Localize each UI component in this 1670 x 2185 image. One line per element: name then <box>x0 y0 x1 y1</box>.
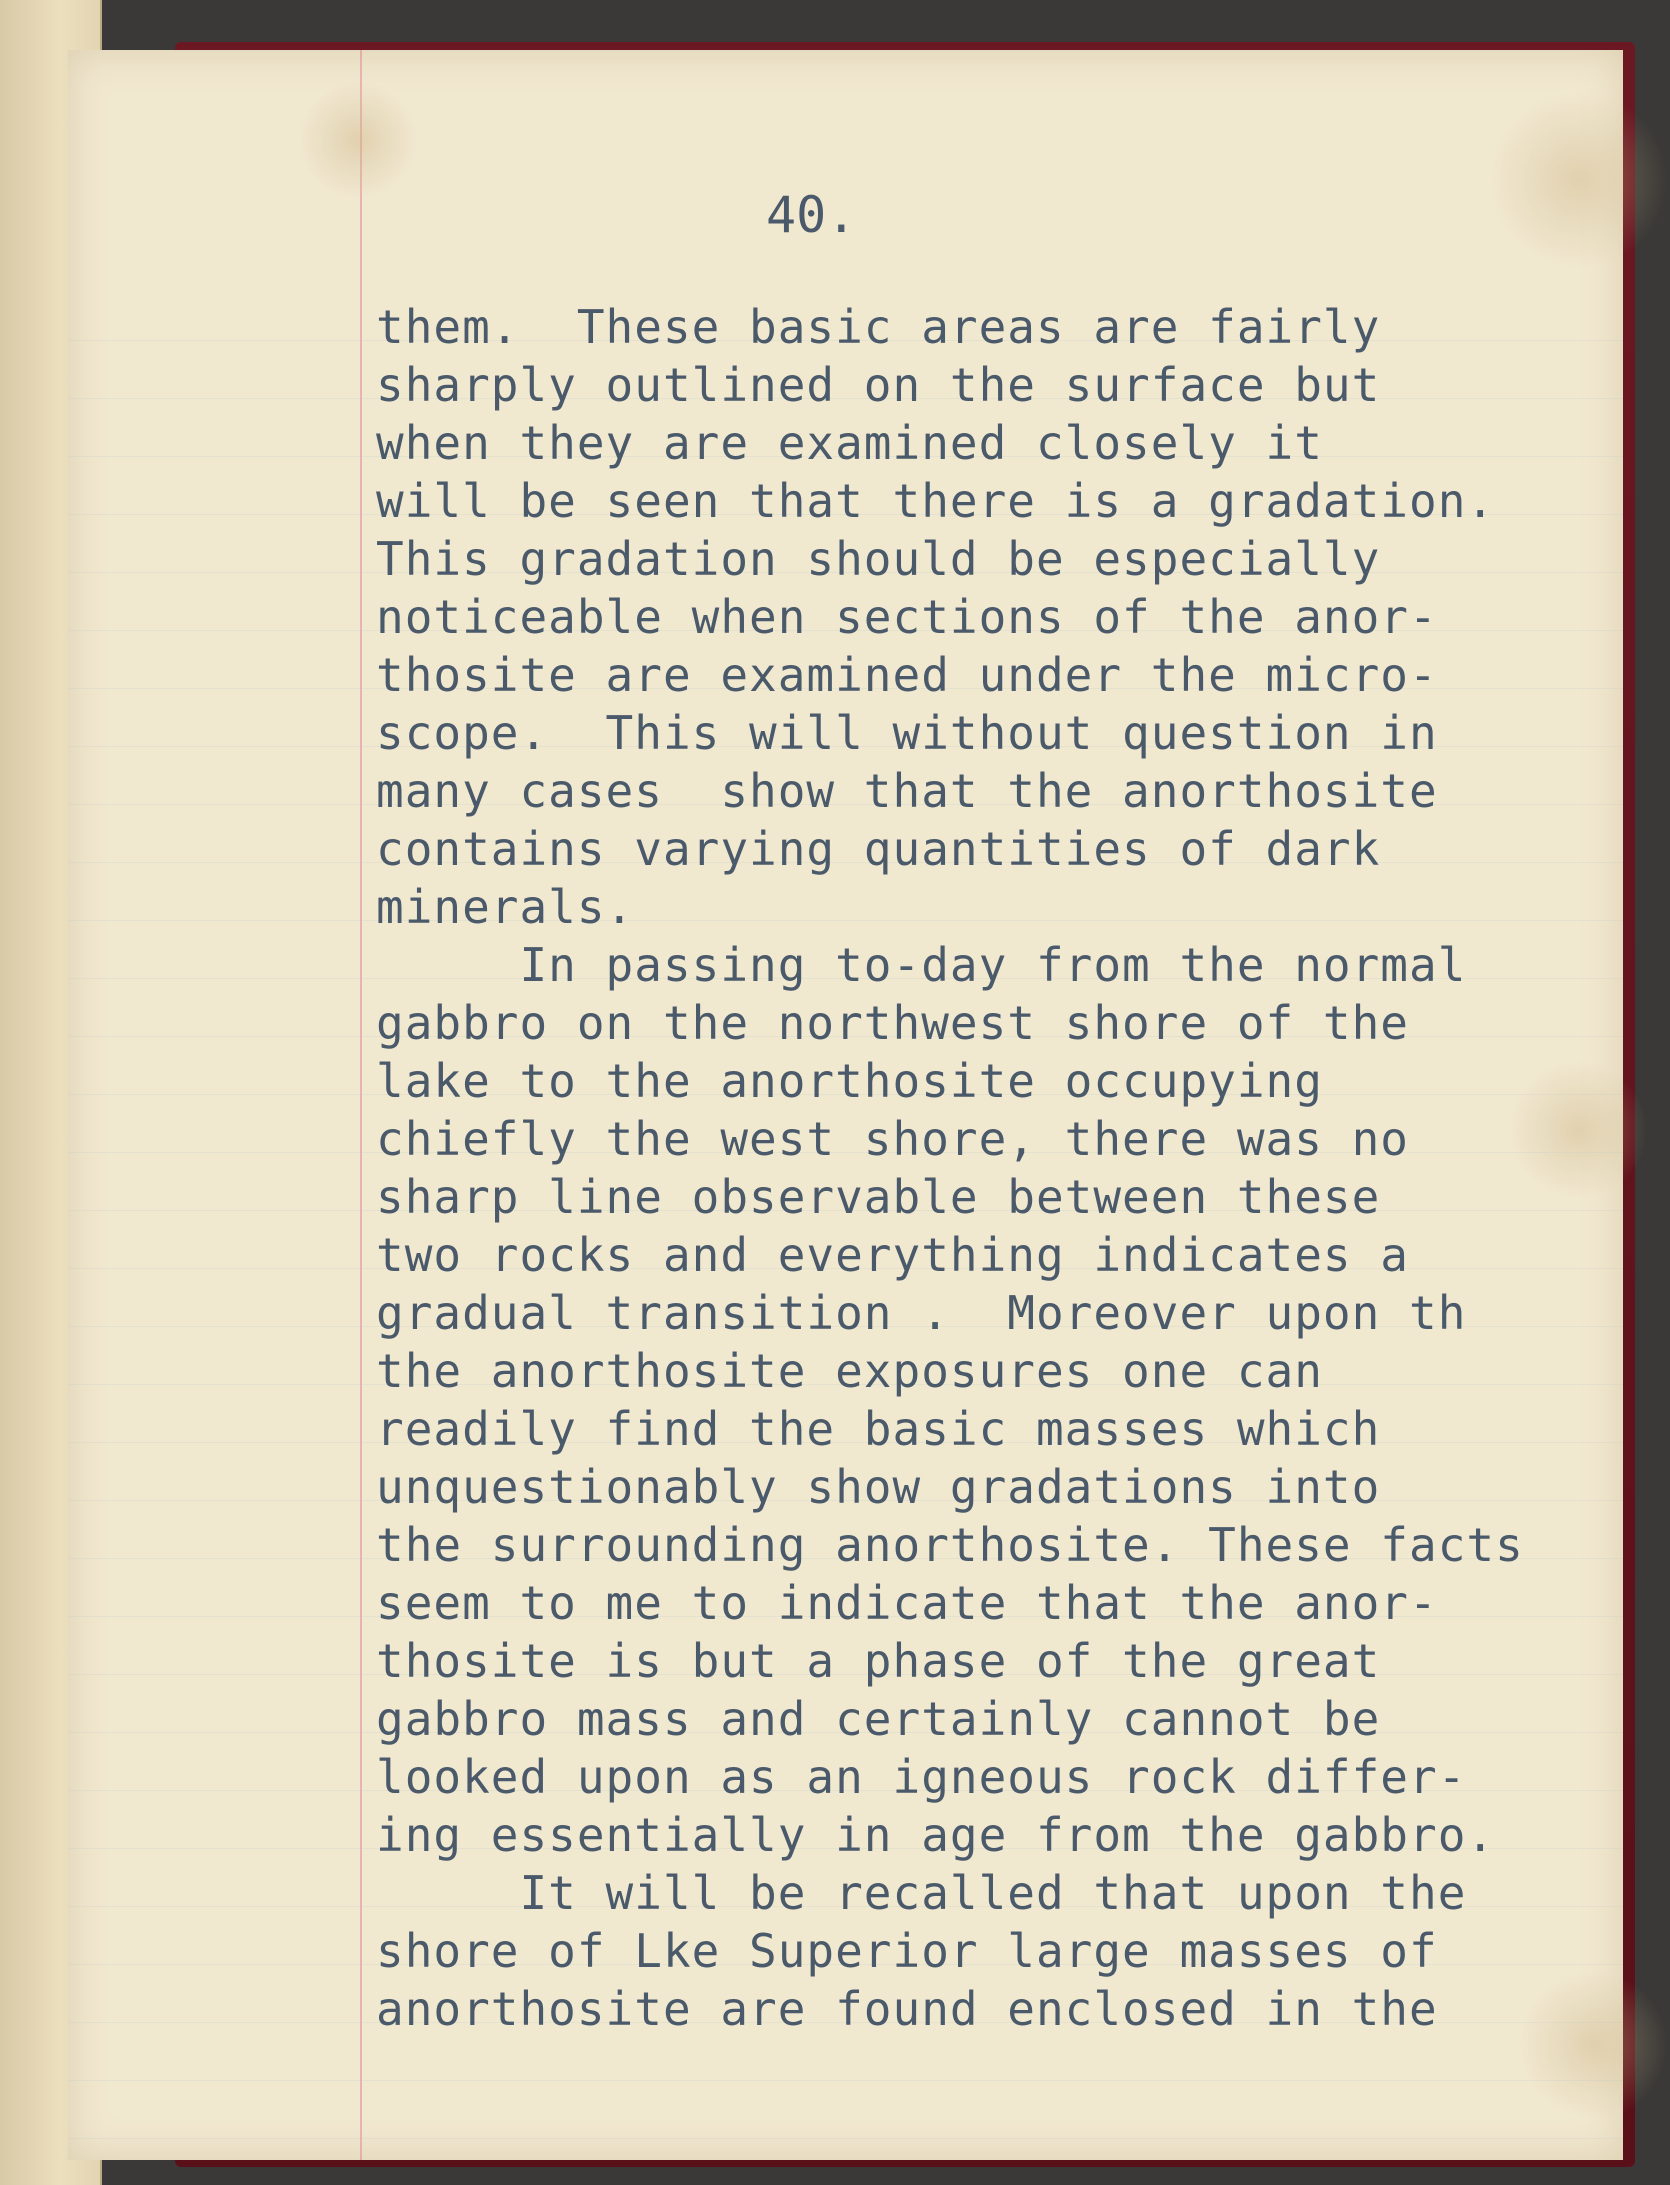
paper-stain <box>1488 90 1668 270</box>
text-line: thosite is but a phase of the great <box>376 1634 1381 1688</box>
paper-stain <box>1508 1060 1648 1200</box>
text-line: readily find the basic masses which <box>376 1402 1381 1456</box>
text-line: many cases show that the anorthosite <box>376 764 1438 818</box>
text-line: sharp line observable between these <box>376 1170 1381 1224</box>
text-line: ing essentially in age from the gabbro. <box>376 1808 1496 1862</box>
margin-rule <box>360 50 362 2160</box>
text-line: contains varying quantities of dark <box>376 822 1381 876</box>
text-line: It will be recalled that upon the <box>376 1866 1467 1920</box>
text-line: when they are examined closely it <box>376 416 1323 470</box>
text-line: gradual transition . Moreover upon th <box>376 1286 1467 1340</box>
ruled-line <box>68 2080 1623 2081</box>
text-line: the anorthosite exposures one can <box>376 1344 1323 1398</box>
ruled-line <box>68 2138 1623 2139</box>
text-line: will be seen that there is a gradation. <box>376 474 1496 528</box>
text-line: the surrounding anorthosite. These facts <box>376 1518 1524 1572</box>
text-line: This gradation should be especially <box>376 532 1381 586</box>
text-line: thosite are examined under the micro- <box>376 648 1438 702</box>
text-line: unquestionably show gradations into <box>376 1460 1381 1514</box>
text-line: lake to the anorthosite occupying <box>376 1054 1323 1108</box>
text-line: anorthosite are found enclosed in the <box>376 1982 1438 2036</box>
text-line: gabbro mass and certainly cannot be <box>376 1692 1381 1746</box>
text-line: two rocks and everything indicates a <box>376 1228 1409 1282</box>
paper-stain <box>1518 1970 1668 2120</box>
text-line: seem to me to indicate that the anor- <box>376 1576 1438 1630</box>
text-line: noticeable when sections of the anor- <box>376 590 1438 644</box>
text-line: In passing to-day from the normal <box>376 938 1467 992</box>
page-number: 40. <box>766 186 857 244</box>
text-line: chiefly the west shore, there was no <box>376 1112 1409 1166</box>
paper-stain <box>298 80 418 200</box>
text-line: minerals. <box>376 880 635 934</box>
text-line: them. These basic areas are fairly <box>376 300 1381 354</box>
ruled-line <box>68 920 1623 921</box>
text-line: looked upon as an igneous rock differ- <box>376 1750 1467 1804</box>
text-line: sharply outlined on the surface but <box>376 358 1381 412</box>
text-line: gabbro on the northwest shore of the <box>376 996 1409 1050</box>
text-line: shore of Lke Superior large masses of <box>376 1924 1438 1978</box>
text-line: scope. This will without question in <box>376 706 1438 760</box>
